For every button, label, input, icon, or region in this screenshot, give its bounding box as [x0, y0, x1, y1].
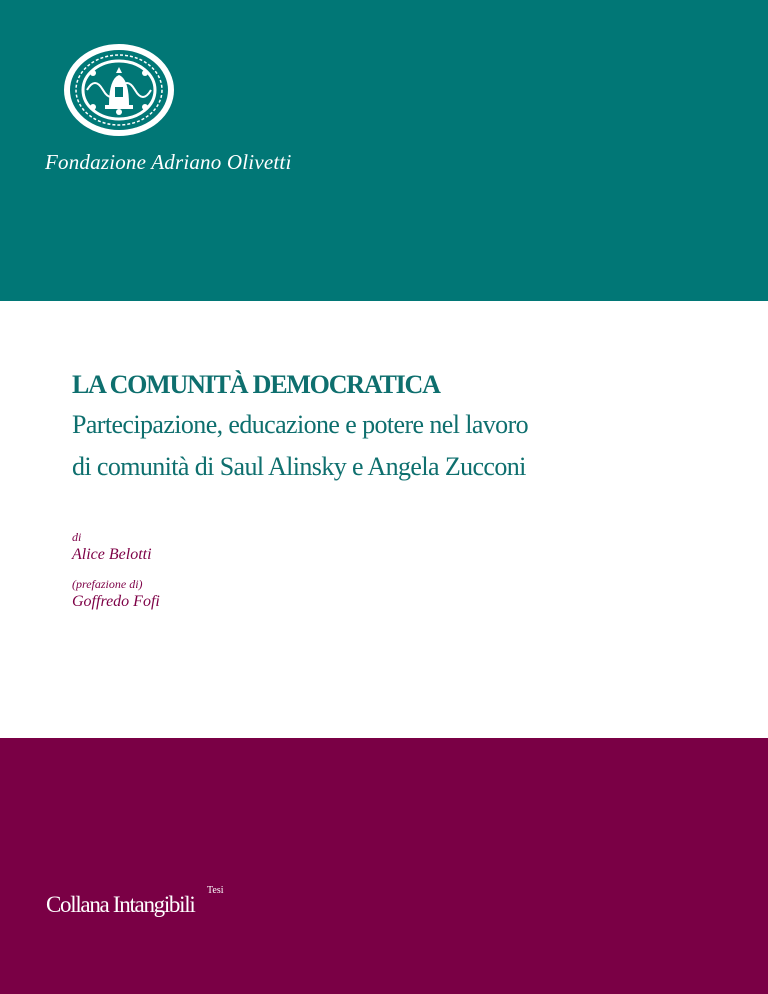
preface-label: (prefazione di) — [72, 577, 143, 591]
title-block — [72, 368, 722, 486]
author-name: Alice Belotti — [72, 546, 152, 563]
series-tag: Tesi — [207, 885, 224, 896]
author-label: di — [72, 530, 82, 544]
credits — [72, 530, 160, 612]
top-color-band — [0, 0, 768, 301]
preface-author: Goffredo Fofi — [72, 593, 160, 610]
foundation-name: Fondazione Adriano Olivetti — [45, 150, 292, 174]
series-name: Collana Intangibili — [46, 892, 195, 917]
book-title: LA COMUNITÀ DEMOCRATICA — [72, 370, 440, 399]
foundation-seal-bell-icon — [63, 43, 175, 137]
book-subtitle-line-2: di comunità di Saul Alinsky e Angela Zucconi — [72, 452, 526, 481]
bottom-color-band — [0, 738, 768, 994]
book-subtitle-line-1: Partecipazione, educazione e potere nel lavoro — [72, 410, 529, 439]
